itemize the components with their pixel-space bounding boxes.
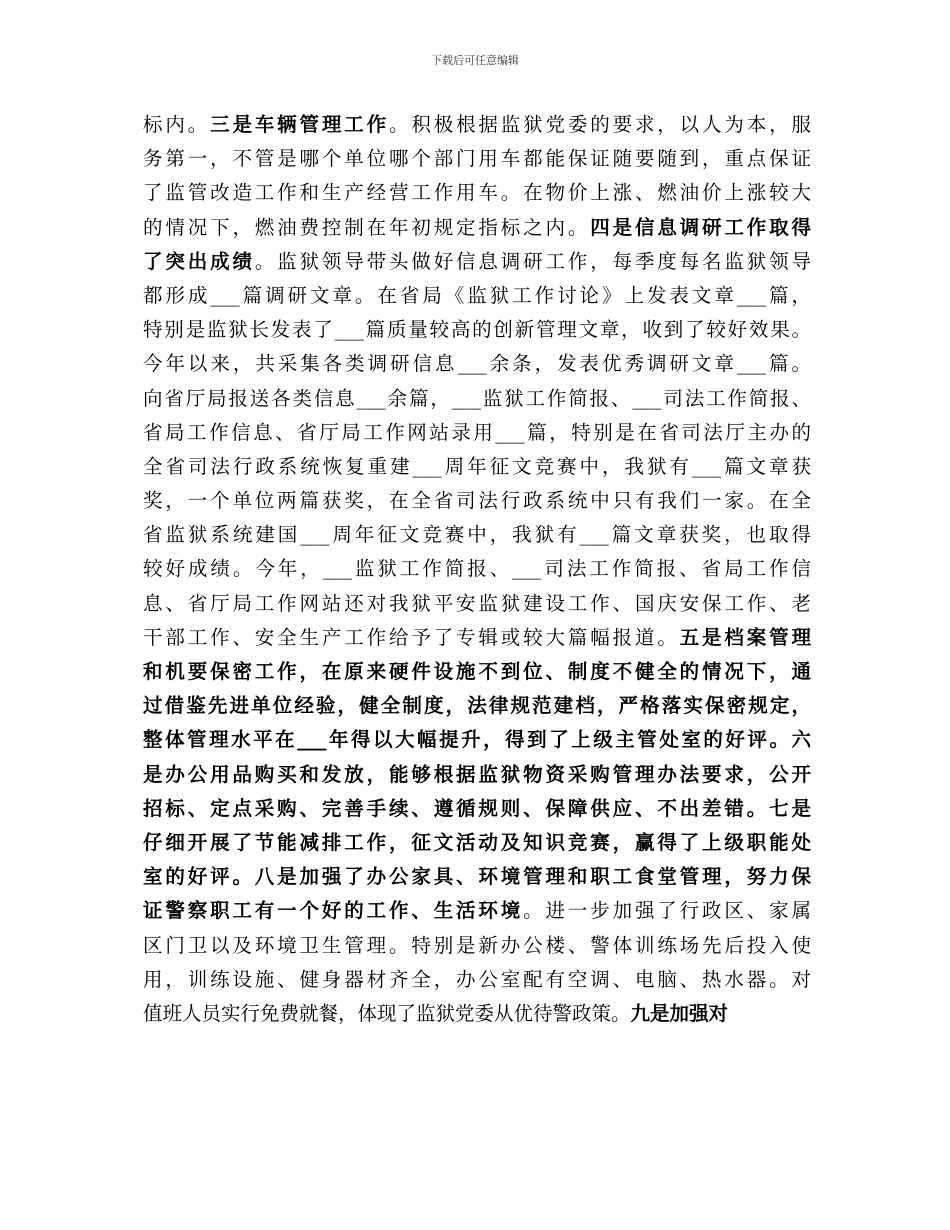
text-run: 。进一步加强了行政区、家属	[523, 899, 811, 923]
bold-text-run: 四是信息调研工作取得	[590, 215, 811, 239]
text-run: 息、省厅局工作网站还对我狱平安监狱建设工作、国庆安保工作、老	[143, 591, 811, 615]
text-line	[143, 723, 811, 757]
text-run: 省监狱系统建国___周年征文竞赛中，我狱有___篇文章获奖，也取得	[143, 523, 811, 547]
text-line	[143, 587, 811, 621]
text-line	[143, 758, 811, 792]
text-run: 。监狱领导带头做好信息调研工作，每季度每名监狱领导	[254, 249, 811, 273]
text-line	[143, 416, 811, 450]
text-run: 标内。	[143, 113, 211, 136]
text-run: 干部工作、安全生产工作给予了专辑或较大篇幅报道。	[143, 625, 680, 649]
text-run: 都形成___篇调研文章。在省局《监狱工作讨论》上发表文章___篇，	[143, 283, 811, 307]
bold-text-run: 仔细开展了节能减排工作，征文活动及知识竞赛，赢得了上级职能处	[143, 830, 811, 854]
text-line	[143, 176, 811, 210]
bold-text-run: 和机要保密工作，在原来硬件设施不到位、制度不健全的情况下，通	[143, 660, 811, 683]
text-run: 今年以来，共采集各类调研信息___余条，发表优秀调研文章___篇。	[143, 352, 811, 376]
text-line	[143, 621, 811, 655]
bold-text-run: 五是档案管理	[679, 625, 811, 649]
text-line	[143, 552, 811, 586]
text-line	[143, 997, 811, 1031]
document-body	[143, 108, 811, 1031]
text-run: 用，训练设施、健身器材齐全，办公室配有空调、电脑、热水器。对	[143, 967, 811, 991]
text-line	[143, 484, 811, 518]
bold-text-run: 三是车辆管理工作	[210, 113, 389, 136]
bold-text-run: 了突出成绩	[143, 249, 255, 273]
text-run: 区门卫以及环境卫生管理。特别是新办公楼、警体训练场先后投入使	[143, 933, 811, 957]
text-line	[143, 313, 811, 347]
bold-text-run: 过借鉴先进单位经验，健全制度，法律规范建档，严格落实保密规定，	[143, 694, 811, 718]
text-line	[143, 108, 811, 142]
text-line	[143, 450, 811, 484]
bold-text-run: 九是加强对	[630, 1001, 729, 1025]
text-run: 省局工作信息、省厅局工作网站录用___篇，特别是在省司法厅主办的	[143, 420, 811, 444]
text-run: 的情况下，燃油费控制在年初规定指标之内。	[143, 215, 591, 239]
text-run: 奖，一个单位两篇获奖，在全省司法行政系统中只有我们一家。在全	[143, 489, 811, 513]
text-line	[143, 792, 811, 826]
text-line	[143, 518, 811, 552]
text-run: 特别是监狱长发表了___篇质量较高的创新管理文章，收到了较好效果。	[143, 318, 811, 342]
bold-text-run: 是办公用品购买和发放，能够根据监狱物资采购管理办法要求，公开	[143, 762, 811, 786]
text-run: 向省厅局报送各类信息___余篇，___监狱工作简报、___司法工作简报、	[143, 386, 811, 410]
text-line	[143, 279, 811, 313]
bold-text-run: 证警察职工有一个好的工作、生活环境	[143, 899, 524, 923]
page-header: 下载后可任意编辑	[431, 54, 519, 67]
text-line	[143, 894, 811, 928]
bold-text-run: 室的好评。八是加强了办公家具、环境管理和职工食堂管理，努力保	[143, 865, 811, 889]
text-run: 较好成绩。今年，___监狱工作简报、___司法工作简报、省局工作信	[143, 557, 811, 581]
text-run: 了监管改造工作和生产经营工作用车。在物价上涨、燃油价上涨较大	[143, 181, 811, 205]
text-run: 。积极根据监狱党委的要求，以人为本，服	[388, 113, 811, 136]
text-run: 值班人员实行免费就餐，体现了监狱党委从优待警政策。	[143, 1001, 631, 1025]
bold-text-run: 整体管理水平在___年得以大幅提升，得到了上级主管处室的好评。六	[143, 728, 811, 752]
text-line	[143, 655, 811, 689]
text-line	[143, 963, 811, 997]
text-line	[143, 382, 811, 416]
text-line	[143, 860, 811, 894]
text-line	[143, 245, 811, 279]
text-line	[143, 929, 811, 963]
text-line	[143, 211, 811, 245]
text-line	[143, 347, 811, 381]
bold-text-run: 招标、定点采购、完善手续、遵循规则、保障供应、不出差错。七是	[143, 796, 811, 820]
text-line	[143, 689, 811, 723]
text-line	[143, 142, 811, 176]
text-run: 全省司法行政系统恢复重建___周年征文竞赛中，我狱有___篇文章获	[143, 454, 811, 478]
text-line	[143, 826, 811, 860]
text-run: 务第一，不管是哪个单位哪个部门用车都能保证随要随到，重点保证	[143, 147, 811, 171]
